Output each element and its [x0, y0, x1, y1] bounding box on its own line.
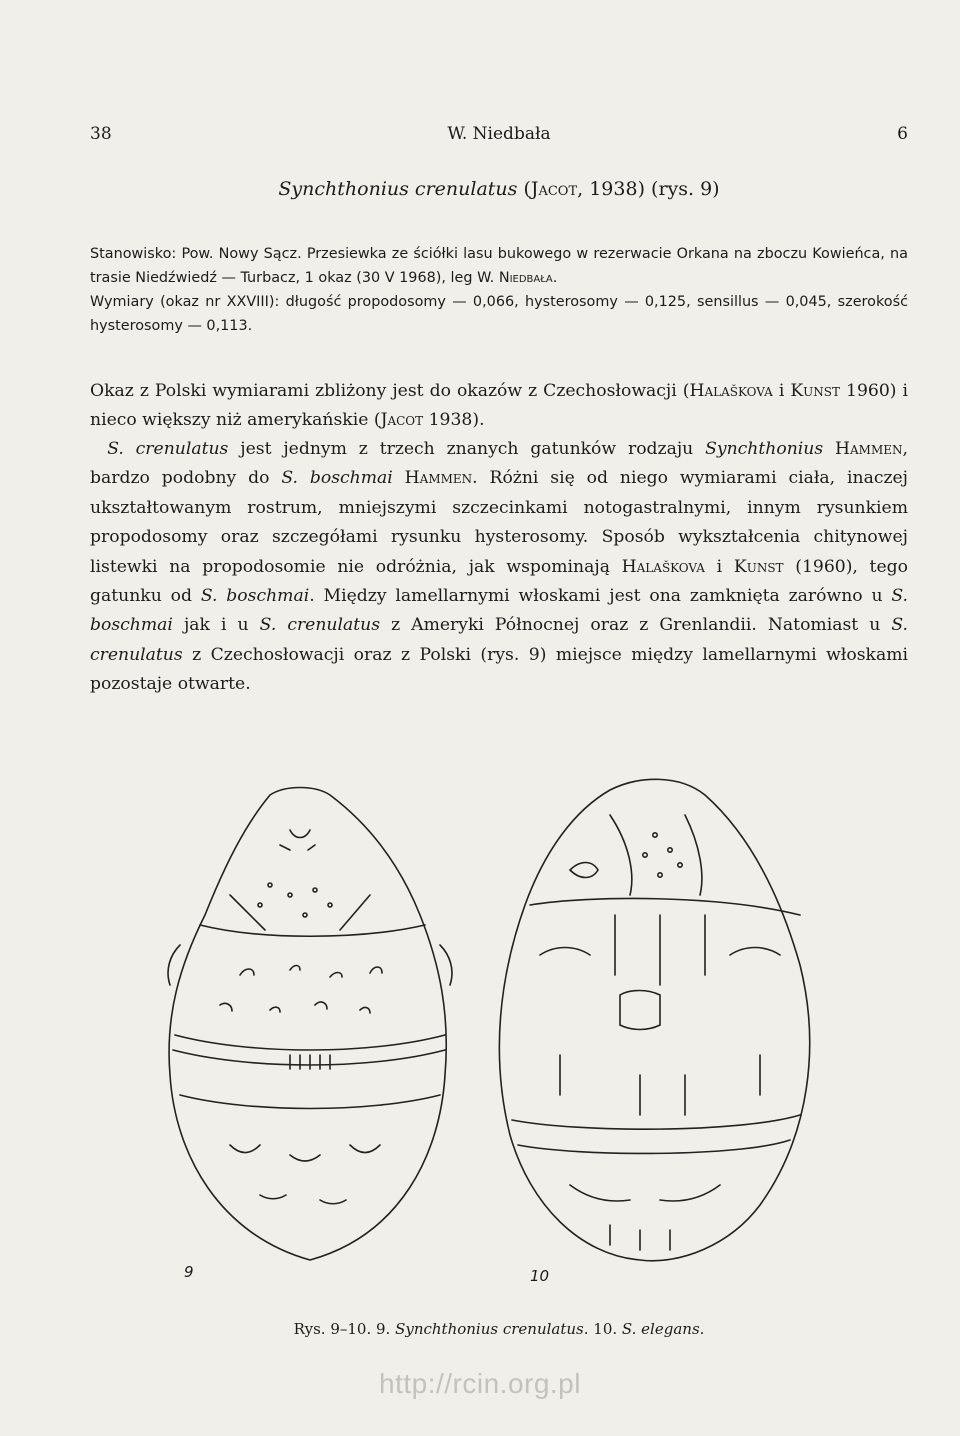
comparison-paragraph: Okaz z Polski wymiarami zbliżony jest do okazów z Czechosłowacji (Halaškova i Kunst 1960) i nieco większy niż amerykańskie (Jacot 1938).: [90, 381, 908, 431]
mite-drawing-10: [499, 779, 809, 1260]
figure-label-9: 9: [184, 1263, 194, 1281]
figure-mites: [140, 755, 840, 1295]
watermark-url: http://rcin.org.pl: [379, 1368, 581, 1399]
species-name: Synchthonius crenulatus: [278, 178, 518, 200]
locality-paragraph: Stanowisko: Pow. Nowy Sącz. Przesiewka ze ściółki lasu bukowego w rezerwacie Orkana na zboczu Kowieńca, na trasie Niedźwiedź — Turbacz, 1 okaz (30 V 1968), leg W. Niedbała.: [90, 246, 908, 286]
species-author: Jacot: [530, 178, 578, 200]
mite-drawing-9: [168, 788, 452, 1261]
page-header: [90, 124, 908, 148]
measurements-paragraph: Wymiary (okaz nr XXVIII): długość propodosomy — 0,066, hysterosomy — 0,125, sensillus — 0,045, szerokość hysterosomy — 0,113.: [90, 294, 908, 334]
page-number: 38: [90, 124, 112, 144]
species-heading: Synchthonius crenulatus (Jacot, 1938) (rys. 9): [278, 178, 720, 200]
figure-label-10: 10: [530, 1267, 550, 1285]
figure-caption: Rys. 9–10. 9. Synchthonius crenulatus. 10. S. elegans.: [293, 1320, 705, 1338]
section-number: 6: [897, 124, 908, 144]
running-title: W. Niedbała: [447, 124, 551, 144]
description-paragraph: S. crenulatus jest jednym z trzech znanych gatunków rodzaju Synchthonius Hammen, bardzo podobny do S. boschmai Hammen. Różni się od niego wymiarami ciała, inaczej ukształtowanym rostrum, mniejszymi szczecinkami notogastralnymi, innym rysunkiem propodosomy oraz szczegółami rysunku hysterosomy. Sposób wykształcenia chitynowej listewki na propodosomie nie odróżnia, jak wspominają Halaškova i Kunst (1960), tego gatunku od S. boschmai. Między lamellarnymi włoskami jest ona zamknięta zarówno u S. boschmai jak i u S. crenulatus z Ameryki Północnej oraz z Grenlandii. Natomiast u S. crenulatus z Czechosłowacji oraz z Polski (rys. 9) miejsce między lamellarnymi włoskami pozostaje otwarte.: [90, 439, 909, 695]
